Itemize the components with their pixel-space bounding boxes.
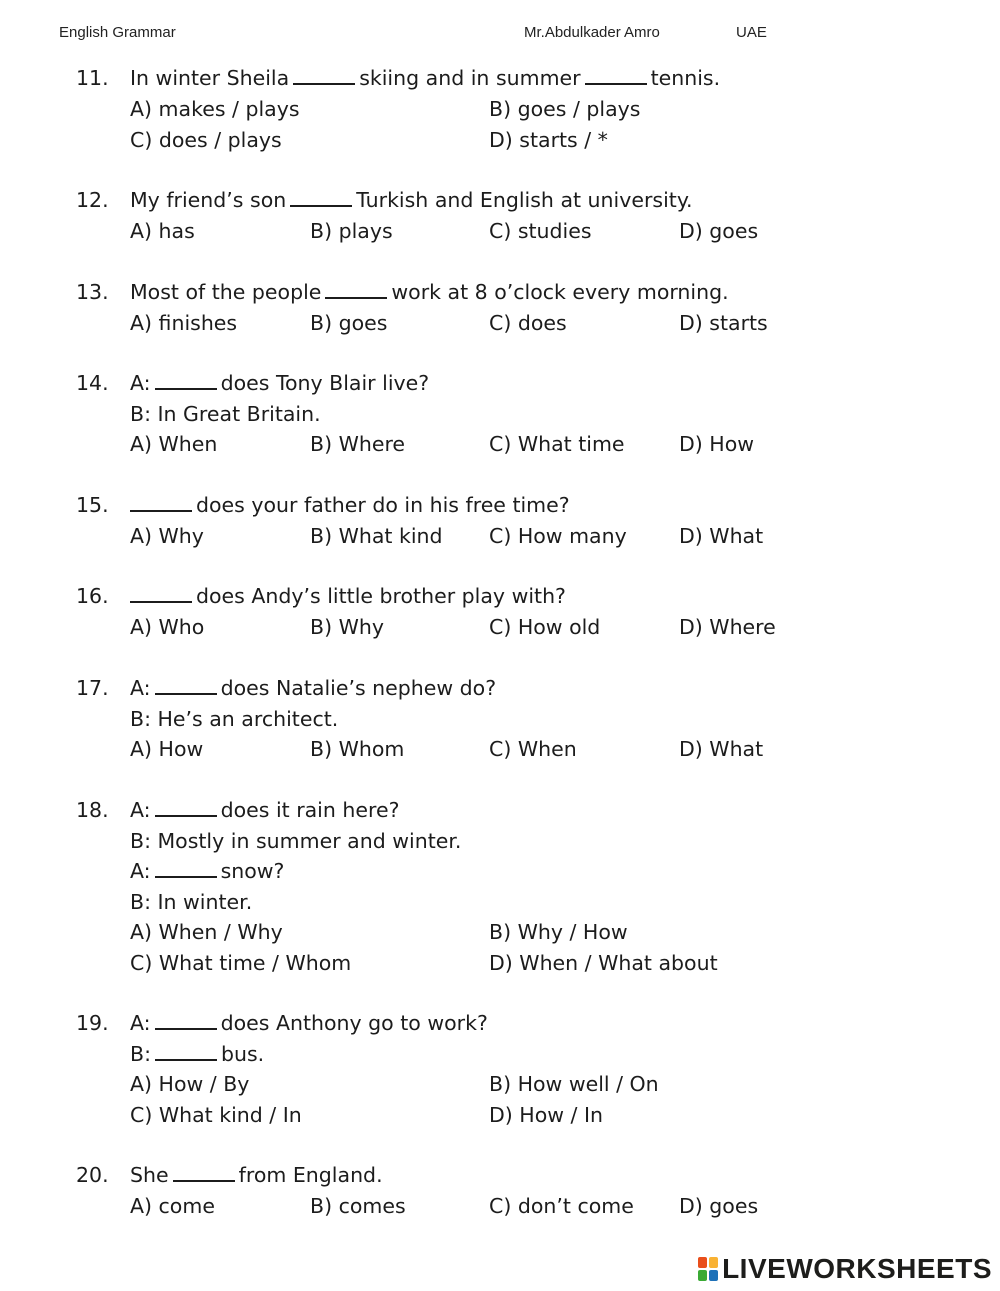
- option-c[interactable]: C) How old: [489, 615, 601, 639]
- option-c[interactable]: C) does: [489, 311, 567, 335]
- option-a[interactable]: A) Who: [130, 615, 205, 639]
- answer-blank[interactable]: [155, 374, 217, 390]
- answer-blank[interactable]: [173, 1166, 235, 1182]
- option-b[interactable]: B) Why: [310, 615, 384, 639]
- answer-blank[interactable]: [155, 1014, 217, 1030]
- dialogue-line: B: In winter.: [130, 890, 253, 914]
- option-b[interactable]: B) plays: [310, 219, 393, 243]
- answer-blank[interactable]: [325, 283, 387, 299]
- question-stem: A: does Tony Blair live?: [130, 371, 430, 395]
- answer-blank[interactable]: [130, 496, 192, 512]
- option-a[interactable]: A) finishes: [130, 311, 238, 335]
- dialogue-line: B: In Great Britain.: [130, 402, 321, 426]
- answer-blank[interactable]: [155, 679, 217, 695]
- option-b[interactable]: B) goes / plays: [489, 97, 641, 121]
- option-a[interactable]: A) has: [130, 219, 195, 243]
- logo-text: LIVEWORKSHEETS: [722, 1253, 992, 1284]
- option-c[interactable]: C) What kind / In: [130, 1103, 302, 1127]
- answer-blank[interactable]: [155, 862, 217, 878]
- dialogue-line: B: bus.: [130, 1042, 265, 1066]
- option-b[interactable]: B) How well / On: [489, 1072, 659, 1096]
- option-b[interactable]: B) Whom: [310, 737, 405, 761]
- dialogue-line: B: He’s an architect.: [130, 707, 339, 731]
- question-number: 17.: [76, 676, 109, 700]
- question-number: 13.: [76, 280, 109, 304]
- question-number: 14.: [76, 371, 109, 395]
- option-c[interactable]: C) How many: [489, 524, 627, 548]
- option-d[interactable]: D) goes: [679, 219, 759, 243]
- option-d[interactable]: D) What: [679, 524, 764, 548]
- option-d[interactable]: D) How: [679, 432, 755, 456]
- header-subject: English Grammar: [59, 24, 176, 41]
- option-c[interactable]: C) When: [489, 737, 577, 761]
- header-teacher: Mr.Abdulkader Amro: [524, 24, 660, 41]
- option-c[interactable]: C) does / plays: [130, 128, 282, 152]
- option-a[interactable]: A) Why: [130, 524, 204, 548]
- question-stem: Most of the people work at 8 o’clock every morning.: [130, 280, 729, 304]
- question-stem: A: does it rain here?: [130, 798, 400, 822]
- question-stem: My friend’s son Turkish and English at university.: [130, 188, 693, 212]
- option-d[interactable]: D) When / What about: [489, 951, 718, 975]
- question-stem: A: does Anthony go to work?: [130, 1011, 488, 1035]
- header-country: UAE: [736, 24, 767, 41]
- logo-blocks-icon: [698, 1257, 718, 1281]
- dialogue-line: B: Mostly in summer and winter.: [130, 829, 462, 853]
- answer-blank[interactable]: [155, 1045, 217, 1061]
- option-a[interactable]: A) come: [130, 1194, 215, 1218]
- question-number: 11.: [76, 66, 109, 90]
- option-b[interactable]: B) What kind: [310, 524, 443, 548]
- option-a[interactable]: A) How: [130, 737, 204, 761]
- option-b[interactable]: B) goes: [310, 311, 388, 335]
- option-c[interactable]: C) What time: [489, 432, 625, 456]
- option-b[interactable]: B) Where: [310, 432, 406, 456]
- question-number: 18.: [76, 798, 109, 822]
- option-d[interactable]: D) What: [679, 737, 764, 761]
- option-d[interactable]: D) goes: [679, 1194, 759, 1218]
- option-b[interactable]: B) Why / How: [489, 920, 628, 944]
- question-number: 16.: [76, 584, 109, 608]
- option-a[interactable]: A) makes / plays: [130, 97, 300, 121]
- option-a[interactable]: A) When: [130, 432, 218, 456]
- answer-blank[interactable]: [130, 587, 192, 603]
- option-a[interactable]: A) When / Why: [130, 920, 283, 944]
- option-c[interactable]: C) don’t come: [489, 1194, 634, 1218]
- question-number: 20.: [76, 1163, 109, 1187]
- answer-blank[interactable]: [290, 191, 352, 207]
- question-stem: does your father do in his free time?: [130, 493, 570, 517]
- option-d[interactable]: D) starts: [679, 311, 768, 335]
- option-c[interactable]: C) studies: [489, 219, 592, 243]
- question-stem: does Andy’s little brother play with?: [130, 584, 566, 608]
- answer-blank[interactable]: [293, 69, 355, 85]
- question-number: 15.: [76, 493, 109, 517]
- question-number: 19.: [76, 1011, 109, 1035]
- question-stem: She from England.: [130, 1163, 383, 1187]
- option-d[interactable]: D) Where: [679, 615, 776, 639]
- option-a[interactable]: A) How / By: [130, 1072, 250, 1096]
- option-d[interactable]: D) starts / *: [489, 128, 608, 152]
- question-stem: In winter Sheila skiing and in summer tennis.: [130, 66, 721, 90]
- answer-blank[interactable]: [585, 69, 647, 85]
- question-number: 12.: [76, 188, 109, 212]
- dialogue-line: A: snow?: [130, 859, 285, 883]
- option-b[interactable]: B) comes: [310, 1194, 406, 1218]
- liveworksheets-logo[interactable]: [698, 1253, 992, 1285]
- option-d[interactable]: D) How / In: [489, 1103, 604, 1127]
- question-stem: A: does Natalie’s nephew do?: [130, 676, 497, 700]
- answer-blank[interactable]: [155, 801, 217, 817]
- option-c[interactable]: C) What time / Whom: [130, 951, 352, 975]
